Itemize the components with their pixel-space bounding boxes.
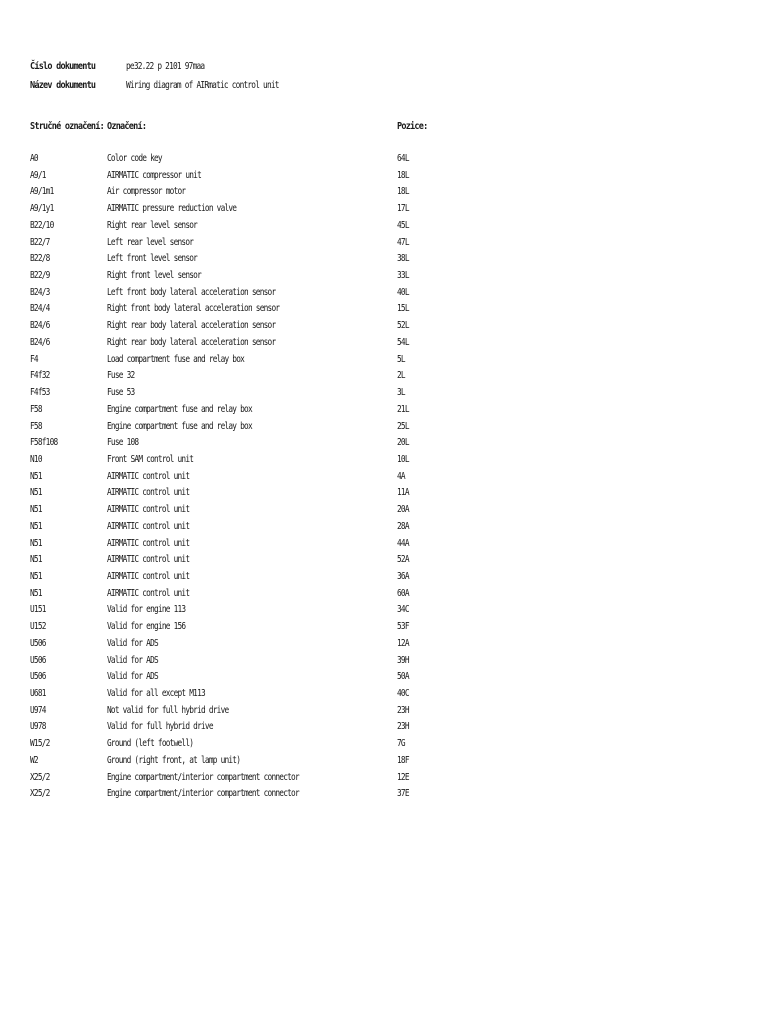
row-description: Left front level sensor (107, 253, 198, 265)
row-code: W2 (30, 754, 38, 766)
row-description: Engine compartment/interior compartment connector (107, 788, 299, 800)
row-description: Ground (left footwell) (107, 738, 194, 750)
table-row (0, 452, 768, 469)
row-position: 40L (397, 286, 409, 298)
table-row (0, 251, 768, 268)
row-description: Right front body lateral acceleration sensor (107, 303, 280, 315)
row-description: AIRMATIC control unit (107, 520, 190, 532)
document-number-row (30, 59, 205, 73)
header-code: Stručné označení: (30, 121, 105, 132)
row-code: A9/1 (30, 169, 46, 181)
row-code: U506 (30, 654, 46, 666)
row-position: 60A (397, 587, 409, 599)
document-number-value: pe32.22 p 2101 97maa (126, 60, 205, 72)
row-code: F58 (30, 403, 42, 415)
table-row (0, 285, 768, 302)
row-description: Color code key (107, 153, 162, 164)
row-description: Valid for all except M113 (107, 688, 205, 699)
table-row (0, 636, 768, 653)
row-description: Right rear body lateral acceleration sensor (107, 336, 276, 348)
table-row (0, 201, 768, 218)
row-code: X25/2 (30, 788, 50, 800)
row-description: Valid for ADS (107, 671, 158, 683)
table-row (0, 385, 768, 402)
table-row (0, 602, 768, 619)
row-code: N10 (30, 453, 42, 465)
row-description: Not valid for full hybrid drive (107, 704, 229, 716)
table-row (0, 368, 768, 385)
row-code: N51 (30, 470, 42, 482)
row-code: U681 (30, 688, 46, 699)
row-code: U974 (30, 704, 46, 716)
row-position: 15L (397, 303, 409, 315)
row-position: 39H (397, 654, 409, 666)
row-code: B22/8 (30, 253, 50, 265)
row-position: 11A (397, 487, 409, 499)
row-code: W15/2 (30, 738, 50, 750)
row-code: F4f32 (30, 370, 50, 382)
row-position: 20L (397, 437, 409, 449)
row-position: 10L (397, 453, 409, 465)
row-code: B24/6 (30, 336, 50, 348)
row-description: AIRMATIC control unit (107, 504, 190, 516)
table-row (0, 485, 768, 502)
table-row (0, 502, 768, 519)
table-row (0, 653, 768, 670)
row-position: 36A (397, 570, 409, 582)
row-code: U978 (30, 721, 46, 733)
row-position: 4A (397, 470, 405, 482)
row-code: N51 (30, 487, 42, 499)
row-code: B24/3 (30, 286, 50, 298)
row-code: F58f108 (30, 437, 58, 449)
row-description: Engine compartment fuse and relay box (107, 403, 252, 415)
row-position: 18L (397, 186, 409, 198)
row-code: A9/1y1 (30, 203, 54, 215)
row-description: Front SAM control unit (107, 453, 194, 465)
table-row (0, 770, 768, 787)
document-name-value: Wiring diagram of AIRmatic control unit (126, 79, 279, 91)
table-row (0, 519, 768, 536)
row-position: 53F (397, 621, 409, 633)
row-code: N51 (30, 537, 42, 549)
row-description: Engine compartment fuse and relay box (107, 420, 252, 432)
row-description: Right rear level sensor (107, 219, 198, 231)
table-row (0, 669, 768, 686)
row-description: AIRMATIC control unit (107, 554, 190, 566)
document-number-label: Číslo dokumentu (30, 60, 96, 72)
table-row (0, 268, 768, 285)
table-row (0, 352, 768, 369)
table-row (0, 151, 768, 168)
row-description: AIRMATIC pressure reduction valve (107, 203, 237, 215)
table-row (0, 402, 768, 419)
table-row (0, 753, 768, 770)
table-row (0, 686, 768, 703)
row-description: AIRMATIC control unit (107, 587, 190, 599)
row-code: B24/4 (30, 303, 50, 315)
table-row (0, 469, 768, 486)
table-row (0, 536, 768, 553)
row-description: Left front body lateral acceleration sensor (107, 286, 276, 298)
row-description: AIRMATIC compressor unit (107, 169, 201, 181)
row-position: 2L (397, 370, 405, 382)
row-position: 23H (397, 721, 409, 733)
row-description: Fuse 53 (107, 387, 135, 399)
row-description: Engine compartment/interior compartment connector (107, 771, 299, 783)
table-row (0, 569, 768, 586)
row-description: Valid for engine 113 (107, 604, 186, 616)
table-row (0, 586, 768, 603)
row-code: A0 (30, 153, 38, 164)
row-code: B22/10 (30, 219, 54, 231)
row-position: 21L (397, 403, 409, 415)
document-name-row (30, 78, 279, 92)
row-description: AIRMATIC control unit (107, 470, 190, 482)
row-description: Ground (right front, at lamp unit) (107, 754, 241, 766)
row-position: 12A (397, 637, 409, 649)
row-code: N51 (30, 520, 42, 532)
row-description: Right front level sensor (107, 270, 201, 282)
table-row (0, 736, 768, 753)
row-position: 34C (397, 604, 409, 616)
row-code: B22/7 (30, 236, 50, 248)
row-position: 3L (397, 387, 405, 399)
row-code: U151 (30, 604, 46, 616)
table-row (0, 719, 768, 736)
row-description: Left rear level sensor (107, 236, 194, 248)
row-code: F58 (30, 420, 42, 432)
row-code: U152 (30, 621, 46, 633)
row-position: 47L (397, 236, 409, 248)
header-position: Pozice: (397, 121, 428, 132)
row-position: 50A (397, 671, 409, 683)
row-code: N51 (30, 554, 42, 566)
row-position: 5L (397, 353, 405, 365)
row-code: X25/2 (30, 771, 50, 783)
row-position: 28A (397, 520, 409, 532)
document-name-label: Název dokumentu (30, 79, 96, 91)
row-description: AIRMATIC control unit (107, 537, 190, 549)
table-row (0, 335, 768, 352)
row-position: 64L (397, 153, 409, 164)
row-description: AIRMATIC control unit (107, 487, 190, 499)
table-row (0, 703, 768, 720)
row-position: 7G (397, 738, 405, 750)
table-row (0, 235, 768, 252)
row-code: F4f53 (30, 387, 50, 399)
row-position: 20A (397, 504, 409, 516)
table-row (0, 619, 768, 636)
row-position: 52A (397, 554, 409, 566)
row-description: AIRMATIC control unit (107, 570, 190, 582)
row-position: 12E (397, 771, 409, 783)
row-description: Air compressor motor (107, 186, 186, 198)
row-code: B24/6 (30, 320, 50, 332)
table-row (0, 435, 768, 452)
row-position: 25L (397, 420, 409, 432)
row-description: Valid for ADS (107, 637, 158, 649)
row-description: Fuse 108 (107, 437, 139, 449)
row-code: N51 (30, 504, 42, 516)
row-position: 18F (397, 754, 409, 766)
row-position: 23H (397, 704, 409, 716)
table-row (0, 552, 768, 569)
row-position: 38L (397, 253, 409, 265)
row-description: Load compartment fuse and relay box (107, 353, 245, 365)
table-row (0, 184, 768, 201)
table-row (0, 218, 768, 235)
row-description: Valid for ADS (107, 654, 158, 666)
row-position: 44A (397, 537, 409, 549)
row-code: A9/1m1 (30, 186, 54, 198)
row-position: 37E (397, 788, 409, 800)
row-code: N51 (30, 587, 42, 599)
row-code: U506 (30, 671, 46, 683)
table-row (0, 786, 768, 803)
row-position: 40C (397, 688, 409, 699)
row-description: Valid for full hybrid drive (107, 721, 213, 733)
row-description: Valid for engine 156 (107, 621, 186, 633)
row-position: 52L (397, 320, 409, 332)
row-position: 17L (397, 203, 409, 215)
table-row (0, 419, 768, 436)
table-row (0, 168, 768, 185)
row-code: U506 (30, 637, 46, 649)
row-description: Right rear body lateral acceleration sensor (107, 320, 276, 332)
table-row (0, 318, 768, 335)
component-table (0, 151, 768, 803)
header-description: Označení: (107, 121, 147, 132)
row-position: 33L (397, 270, 409, 282)
row-code: F4 (30, 353, 38, 365)
row-position: 45L (397, 219, 409, 231)
row-description: Fuse 32 (107, 370, 135, 382)
table-row (0, 301, 768, 318)
row-position: 18L (397, 169, 409, 181)
row-code: B22/9 (30, 270, 50, 282)
row-position: 54L (397, 336, 409, 348)
row-code: N51 (30, 570, 42, 582)
